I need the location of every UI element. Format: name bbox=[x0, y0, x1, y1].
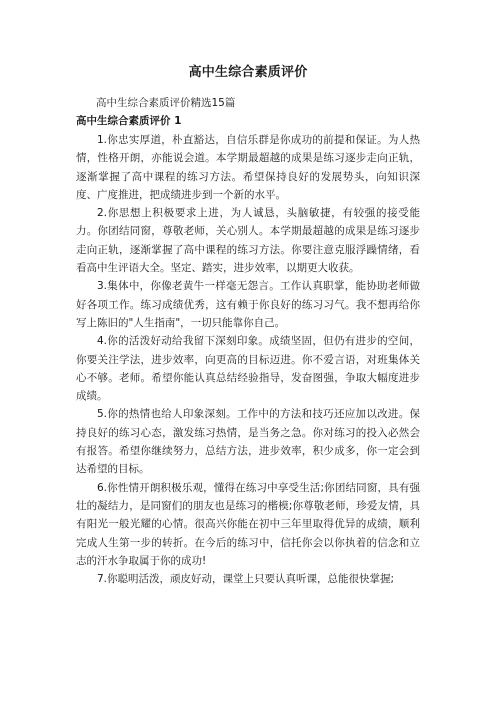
document-subtitle: 高中生综合素质评价精选15篇 bbox=[96, 97, 236, 109]
section-heading: 高中生综合素质评价 1 bbox=[76, 115, 182, 127]
paragraph: 5.你的热情也给人印象深刻。工作中的方法和技巧还应加以改进。保持良好的练习心态，激发练习热情，是当务之急。你对练习的投入必然会有报答。希望你继续努力，总结方法，进步效率，积少成多，你一定会到达希望的目标。 bbox=[76, 408, 420, 476]
paragraph: 4.你的活泼好动给我留下深刻印象。成绩坚固，但仍有进步的空间，你要关注学法，进步效率，向更高的目标迈进。你不爱言语，对班集体关心不够。老师。希望你能认真总结经验指导，发奋图强，争取大幅度进步成绩。 bbox=[76, 335, 420, 403]
paragraph: 1.你忠实厚道，朴直豁达，自信乐群是你成功的前提和保证。为人热情，性格开朗，亦能说会道。本学期最超越的成果是练习逐步走向正轨，逐渐掌握了高中课程的练习方法。希望保持良好的发展势头，向知识深度、广度推进，把成绩进步到一个新的水平。 bbox=[76, 134, 420, 201]
paragraph: 6.你性情开朗积极乐观，懂得在练习中享受生活;你团结同窗，具有强壮的凝结力，是同窗们的朋友也是练习的楷模;你尊敬老师，珍爱友情，具有阳光一般光耀的心情。很高兴你能在初中三年里取得优异的成绩，顺利完成人生第一步的转折。在今后的练习中，信托你会以你执着的信念和立志的汗水争取属于你的成功! bbox=[76, 481, 420, 567]
document-body bbox=[76, 131, 420, 588]
document-title: 高中生综合素质评价 bbox=[188, 65, 308, 80]
paragraph: 2.你思想上积极要求上进，为人诚恳，头脑敏捷，有较强的接受能力。你团结同窗，尊敬老师，关心别人。本学期最超越的成果是练习逐步走向正轨，逐渐掌握了高中课程的练习方法。你要注意克服浮躁情绪，看看高中生评语大全。坚定、踏实，进步效率，以期更大收获。 bbox=[76, 207, 420, 275]
paragraph: 7.你聪明活泼，顽皮好动，课堂上只要认真听课，总能很快掌握; bbox=[97, 573, 395, 586]
paragraph: 3.集体中，你像老黄牛一样毫无怨言。工作认真职掌，能协助老师做好各项工作。练习成绩优秀，这有赖于你良好的练习习气。我不想再给你写上陈旧的"人生指南"，一切只能靠你自己。 bbox=[76, 280, 420, 329]
